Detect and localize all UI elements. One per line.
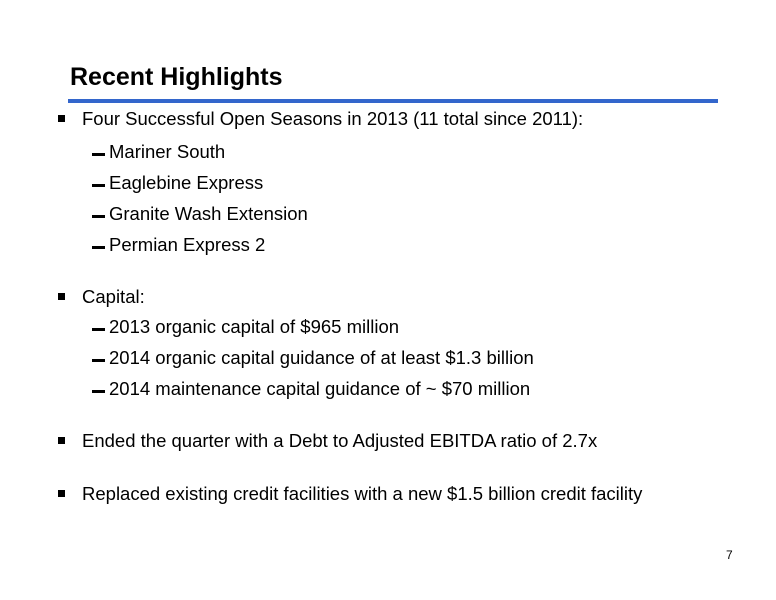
bullet-text: Four Successful Open Seasons in 2013 (11 total since 2011): bbox=[82, 108, 584, 129]
sub-bullet-text: Granite Wash Extension bbox=[109, 203, 308, 224]
bullet-text: Replaced existing credit facilities with a new $1.5 billion credit facility bbox=[82, 483, 643, 504]
sub-bullet-item bbox=[92, 315, 732, 339]
sub-bullet-text: Mariner South bbox=[109, 141, 226, 162]
dash-bullet-icon bbox=[92, 153, 105, 156]
dash-bullet-icon bbox=[92, 359, 105, 362]
sub-bullet-item bbox=[92, 140, 732, 164]
sub-bullet-text: 2014 organic capital guidance of at least $1.3 billion bbox=[109, 347, 534, 368]
sub-bullet-item bbox=[92, 233, 732, 257]
square-bullet-icon bbox=[58, 437, 65, 444]
slide-title: Recent Highlights bbox=[70, 63, 283, 91]
bullet-item bbox=[58, 482, 758, 506]
dash-bullet-icon bbox=[92, 390, 105, 393]
page-number: 7 bbox=[726, 548, 733, 562]
dash-bullet-icon bbox=[92, 184, 105, 187]
sub-bullet-item bbox=[92, 346, 732, 370]
bullet-item bbox=[58, 107, 758, 131]
title-underline bbox=[68, 99, 718, 103]
sub-bullet-text: Eaglebine Express bbox=[109, 172, 264, 193]
sub-bullet-item bbox=[92, 202, 732, 226]
dash-bullet-icon bbox=[92, 246, 105, 249]
bullet-item bbox=[58, 285, 758, 309]
sub-bullet-text: Permian Express 2 bbox=[109, 234, 266, 255]
sub-bullet-text: 2014 maintenance capital guidance of ~ $70 million bbox=[109, 378, 531, 399]
bullet-item bbox=[58, 429, 758, 453]
sub-bullet-item bbox=[92, 171, 732, 195]
dash-bullet-icon bbox=[92, 215, 105, 218]
square-bullet-icon bbox=[58, 490, 65, 497]
sub-bullet-item bbox=[92, 377, 732, 401]
square-bullet-icon bbox=[58, 293, 65, 300]
bullet-text: Ended the quarter with a Debt to Adjusted EBITDA ratio of 2.7x bbox=[82, 430, 598, 451]
sub-bullet-text: 2013 organic capital of $965 million bbox=[109, 316, 400, 337]
bullet-text: Capital: bbox=[82, 286, 145, 307]
dash-bullet-icon bbox=[92, 328, 105, 331]
square-bullet-icon bbox=[58, 115, 65, 122]
